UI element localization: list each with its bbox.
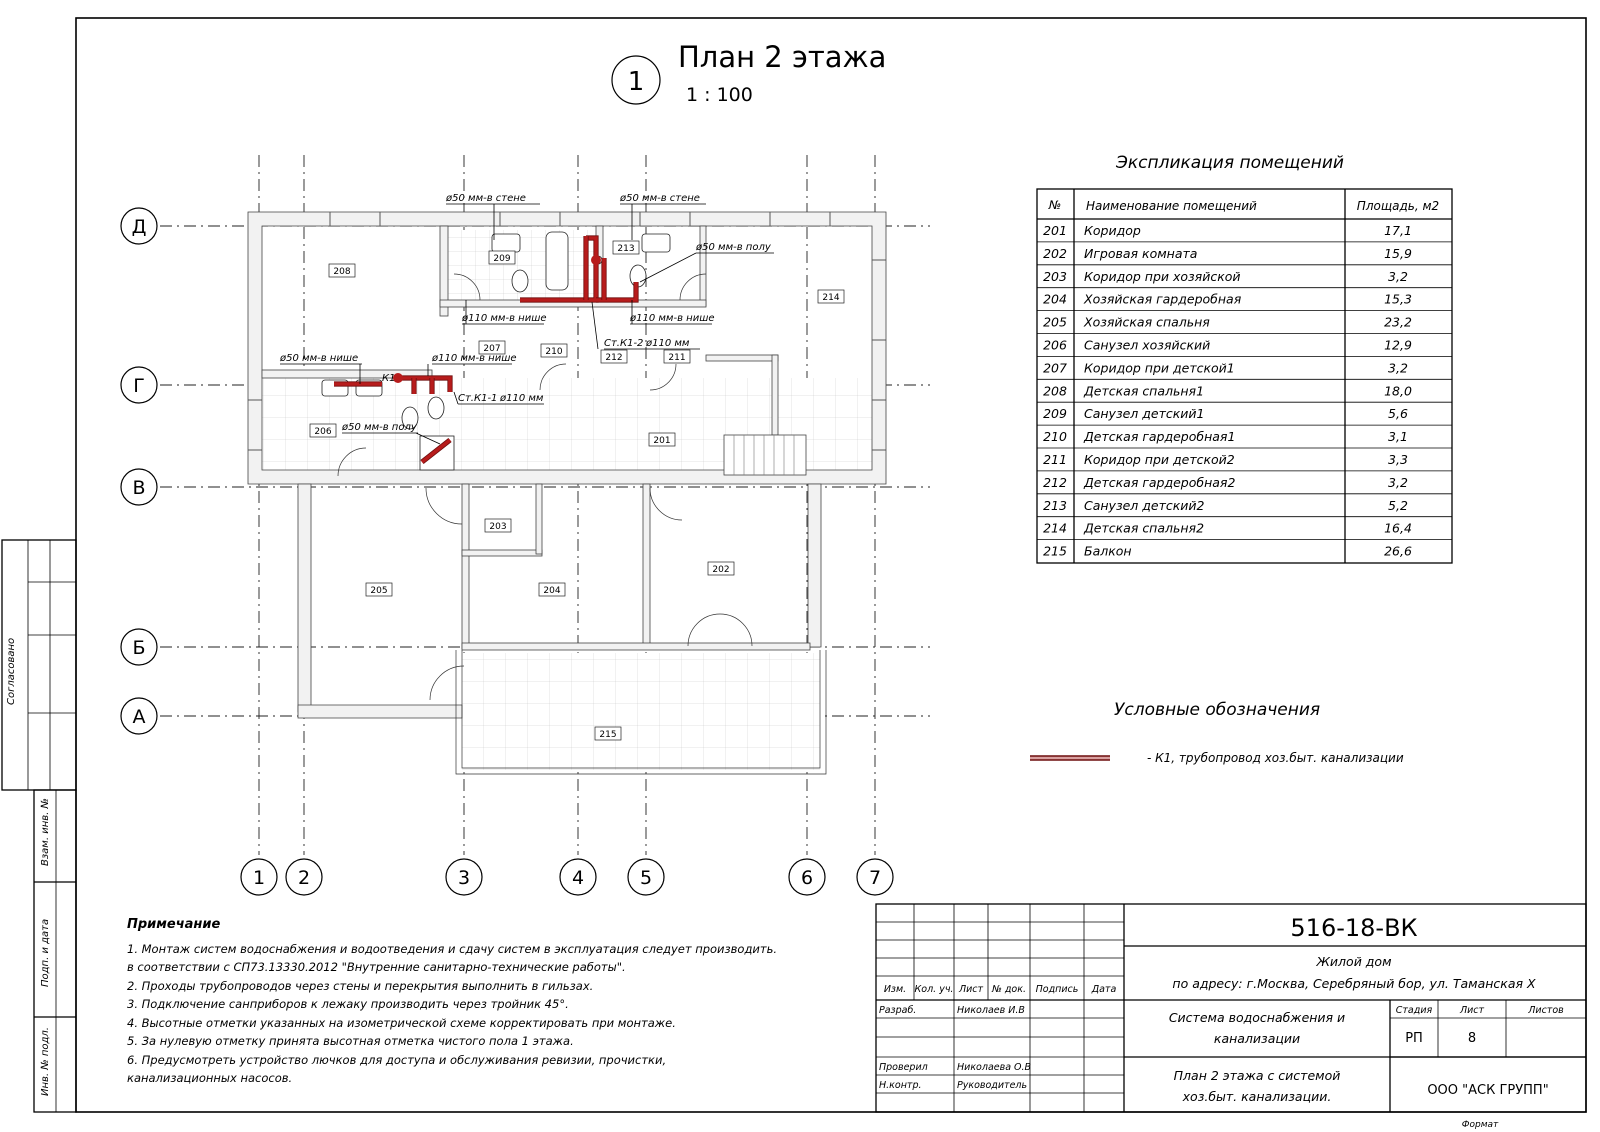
explication-row-no: 206	[1043, 337, 1067, 353]
explication-row-area: 3,1	[1388, 429, 1408, 445]
svg-text:ø50 мм-в нише: ø50 мм-в нише	[280, 353, 359, 364]
room-tag-209	[489, 251, 515, 264]
notes	[127, 917, 777, 1085]
tb-checked-label: Проверил	[879, 1062, 928, 1073]
explication-header-area: Площадь, м2	[1356, 199, 1440, 213]
explication-row-area: 5,6	[1388, 406, 1408, 422]
tb-norm-name: Руководитель	[957, 1080, 1028, 1091]
explication-row-name: Хозяйская спальня	[1084, 314, 1210, 330]
axis-row-B	[121, 629, 157, 665]
svg-text:ø110 мм-в нише: ø110 мм-в нише	[432, 353, 517, 364]
explication-row-no: 215	[1043, 543, 1067, 559]
room-tag-215	[595, 727, 621, 740]
svg-text:201: 201	[653, 436, 671, 446]
tb-header-kol: Кол. уч.	[914, 984, 954, 995]
explication-row-area: 15,3	[1384, 291, 1412, 307]
explication-row-area: 3,2	[1388, 474, 1408, 490]
vzam-label: Взам. инв. №	[40, 798, 51, 866]
legend-title: Условные обозначения	[1114, 700, 1321, 720]
svg-text:ø110 мм-в нише: ø110 мм-в нише	[462, 313, 547, 324]
explication-row-name: Коридор при детской1	[1084, 360, 1235, 376]
floor-plan	[248, 193, 886, 774]
svg-text:ø50 мм-в полу: ø50 мм-в полу	[342, 422, 417, 433]
tb-stage: РП	[1405, 1031, 1423, 1046]
svg-text:ø50 мм-в стене: ø50 мм-в стене	[620, 193, 700, 204]
axis-col-2	[286, 859, 322, 895]
explication-title: Экспликация помещений	[1116, 153, 1344, 173]
svg-text:ø50 мм-в стене: ø50 мм-в стене	[446, 193, 526, 204]
tb-header-date: Дата	[1091, 984, 1117, 995]
explication-row-no: 208	[1043, 383, 1067, 399]
svg-text:ø110 мм-в нише: ø110 мм-в нише	[630, 313, 715, 324]
axis-col-4	[560, 859, 596, 895]
explication-row-no: 204	[1043, 291, 1067, 307]
svg-text:ø50 мм-в полу: ø50 мм-в полу	[696, 242, 771, 253]
axis-col-6	[789, 859, 825, 895]
explication-row-area: 5,2	[1388, 497, 1408, 513]
legend	[1030, 700, 1404, 765]
svg-text:Ст.К1-1: Ст.К1-1	[458, 393, 498, 404]
note-line: 5. За нулевую отметку принята высотная отметка чистого пола 1 этажа.	[127, 1034, 574, 1048]
svg-text:А: А	[132, 706, 146, 728]
left-margin-stamp	[2, 540, 76, 1112]
explication-row-no: 210	[1043, 429, 1067, 445]
svg-text:Б: Б	[132, 637, 146, 659]
room-tag-203	[485, 519, 511, 532]
explication-header-name: Наименование помещений	[1086, 199, 1257, 213]
svg-text:207: 207	[483, 344, 501, 354]
svg-text:206: 206	[314, 427, 332, 437]
note-line: 4. Высотные отметки указанных на изометрической схеме корректировать при монтаже.	[127, 1016, 676, 1030]
room-tag-211	[664, 350, 690, 363]
svg-text:204: 204	[543, 586, 561, 596]
explication-row-area: 26,6	[1384, 543, 1412, 559]
svg-text:6: 6	[800, 867, 814, 889]
svg-text:205: 205	[370, 586, 388, 596]
sign-date-label: Подп. и дата	[40, 918, 51, 987]
explication-row-no: 213	[1043, 497, 1067, 513]
explication-row-no: 205	[1043, 314, 1067, 330]
explication-row-area: 12,9	[1384, 337, 1412, 353]
svg-text:1: 1	[252, 867, 266, 889]
axis-col-3	[446, 859, 482, 895]
tb-object-2: по адресу: г.Москва, Серебряный бор, ул. Таманская Х	[1172, 976, 1536, 991]
explication-row-name: Санузел хозяйский	[1084, 337, 1211, 353]
drawing-title	[612, 40, 886, 106]
svg-text:4: 4	[571, 867, 585, 889]
explication-row-no: 201	[1043, 223, 1067, 238]
axis-col-5	[628, 859, 664, 895]
explication-row-area: 3,2	[1388, 360, 1408, 376]
drawing-scale: 1 : 100	[686, 84, 753, 106]
axis-row-A	[121, 698, 157, 734]
explication-row-area: 17,1	[1384, 223, 1412, 238]
explication-header-no: №	[1048, 198, 1062, 212]
svg-text:210: 210	[545, 347, 563, 357]
svg-text:3: 3	[457, 867, 471, 889]
svg-text:К1: К1	[382, 373, 396, 384]
tb-sheet-label: Лист	[1459, 1005, 1485, 1016]
explication-row-name: Игровая комната	[1084, 245, 1198, 261]
svg-text:214: 214	[822, 293, 840, 303]
note-line: в соответствии с СП73.13330.2012 "Внутренние санитарно-технические работы".	[127, 960, 626, 974]
tb-format-label: Формат	[1461, 1120, 1499, 1130]
tb-header-izm: Изм.	[883, 984, 907, 995]
tb-sheet-name-1: План 2 этажа с системой	[1173, 1068, 1341, 1083]
tb-stage-label: Стадия	[1395, 1005, 1433, 1016]
room-tag-201	[649, 433, 675, 446]
note-line: 3. Подключение санприборов к лежаку производить через тройник 45°.	[127, 997, 569, 1011]
axis-col-bubbles	[241, 859, 893, 895]
svg-text:В: В	[132, 477, 146, 499]
svg-text:Ст.К1-2: Ст.К1-2	[604, 338, 644, 349]
tb-header-list: Лист	[958, 984, 984, 995]
explication-row-name: Санузел детский2	[1084, 497, 1205, 513]
explication-row-no: 212	[1043, 474, 1067, 490]
explication-row-area: 16,4	[1384, 520, 1412, 536]
svg-text:ø110 мм: ø110 мм	[646, 338, 690, 349]
axis-col-7	[857, 859, 893, 895]
svg-text:203: 203	[489, 522, 507, 532]
explication-row-no: 202	[1043, 245, 1067, 261]
explication-row-area: 23,2	[1384, 314, 1412, 330]
explication-row-name: Балкон	[1084, 543, 1132, 559]
axis-row-D	[121, 208, 157, 244]
svg-text:2: 2	[297, 867, 311, 889]
explication-row-name: Санузел детский1	[1084, 406, 1205, 422]
room-tag-212	[601, 350, 627, 363]
tb-developed-label: Разраб.	[879, 1005, 917, 1016]
room-tag-213	[613, 241, 639, 254]
svg-text:209: 209	[493, 254, 511, 264]
legend-item: - К1, трубопровод хоз.быт. канализации	[1147, 751, 1404, 765]
tb-system-2: канализации	[1213, 1031, 1301, 1046]
drawing-title-text: План 2 этажа	[678, 40, 887, 74]
room-tag-208	[329, 264, 355, 277]
svg-text:Д: Д	[131, 216, 147, 238]
explication-row-area: 18,0	[1384, 383, 1412, 399]
explication-row-area: 3,2	[1388, 268, 1408, 284]
axis-row-bubbles	[121, 208, 157, 734]
svg-text:215: 215	[599, 730, 617, 740]
axis-row-G	[121, 367, 157, 403]
explication-row-no: 207	[1043, 360, 1067, 376]
inv-label: Инв. № подл.	[40, 1027, 51, 1096]
explication-row-area: 15,9	[1384, 245, 1412, 261]
note-line: канализационных насосов.	[127, 1071, 293, 1085]
note-line: 1. Монтаж систем водоснабжения и водоотведения и сдачу систем в эксплуатация следует производить.	[127, 942, 778, 956]
svg-text:212: 212	[605, 353, 623, 363]
stairs	[724, 435, 806, 475]
tb-object-1: Жилой дом	[1316, 954, 1392, 969]
tb-code: 516-18-ВК	[1290, 914, 1418, 942]
svg-text:208: 208	[333, 267, 351, 277]
room-tag-205	[366, 583, 392, 596]
explication-row-no: 209	[1043, 406, 1067, 422]
note-line: 6. Предусмотреть устройство лючков для доступа и обслуживания ревизии, прочистки,	[127, 1053, 667, 1067]
explication-row-name: Коридор при хозяйской	[1084, 268, 1241, 284]
explication-row-name: Детская спальня2	[1084, 520, 1205, 536]
explication-row-name: Детская гардеробная2	[1084, 474, 1236, 490]
explication-row-no: 203	[1043, 268, 1067, 284]
explication-row-name: Детская спальня1	[1084, 383, 1205, 399]
room-tag-206	[310, 424, 336, 437]
svg-text:213: 213	[617, 244, 635, 254]
room-tag-210	[541, 344, 567, 357]
tb-checked-name: Николаева О.В	[957, 1062, 1032, 1073]
explication-row-name: Коридор при детской2	[1084, 452, 1235, 467]
svg-text:7: 7	[868, 867, 882, 889]
note-line: 2. Проходы трубопроводов через стены и перекрытия выполнить в гильзах.	[127, 979, 594, 993]
svg-text:211: 211	[668, 353, 686, 363]
explication-row-area: 3,3	[1388, 452, 1408, 467]
svg-text:202: 202	[712, 565, 730, 575]
notes-title: Примечание	[127, 917, 221, 932]
explication-row-no: 214	[1043, 520, 1067, 536]
agreed-label: Согласовано	[6, 637, 17, 705]
room-tag-204	[539, 583, 565, 596]
drawing-number: 1	[627, 67, 645, 97]
tb-developed-name: Николаев И.В	[957, 1005, 1025, 1016]
tb-header-sign: Подпись	[1035, 984, 1079, 995]
svg-text:ø110 мм: ø110 мм	[500, 393, 544, 404]
balcony-tile-floor	[462, 653, 820, 770]
tb-norm-label: Н.контр.	[879, 1080, 922, 1091]
tb-header-doc: № док.	[991, 984, 1027, 995]
explication-row-name: Детская гардеробная1	[1084, 429, 1236, 445]
tb-sheets-label: Листов	[1528, 1005, 1564, 1016]
explication-row-no: 211	[1043, 452, 1067, 467]
axis-col-1	[241, 859, 277, 895]
tb-sheet-name-2: хоз.быт. канализации.	[1182, 1089, 1332, 1104]
room-tag-214	[818, 290, 844, 303]
explication-row-name: Хозяйская гардеробная	[1084, 291, 1242, 307]
axis-row-V	[121, 469, 157, 505]
svg-text:5: 5	[639, 867, 653, 889]
svg-text:Г: Г	[133, 375, 145, 397]
explication-row-name: Коридор	[1084, 223, 1141, 238]
title-block	[876, 904, 1586, 1130]
tb-system-1: Система водоснабжения и	[1168, 1010, 1346, 1025]
room-tag-202	[708, 562, 734, 575]
tb-company: ООО "АСК ГРУПП"	[1427, 1083, 1549, 1098]
tb-sheet: 8	[1467, 1031, 1477, 1046]
explication-table	[1037, 153, 1452, 563]
